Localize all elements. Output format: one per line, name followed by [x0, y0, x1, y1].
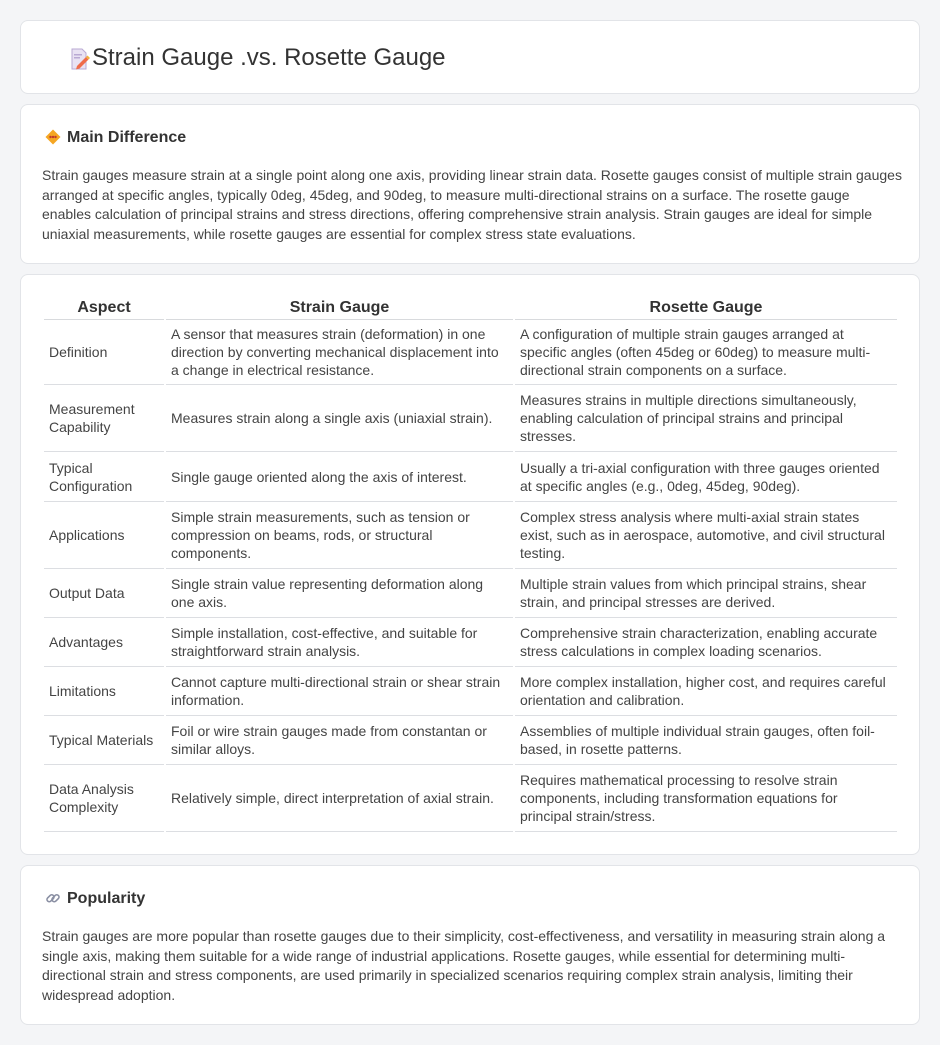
rosette-gauge-cell: Multiple strain values from which principal strains, shear strain, and principal stresses are derived.	[515, 569, 897, 618]
table-row	[44, 716, 897, 765]
table-header-row	[44, 296, 897, 320]
main-difference-title: Main Difference	[67, 129, 187, 146]
strain-gauge-cell: Simple strain measurements, such as tension or compression on beams, rods, or structural components.	[166, 502, 513, 569]
aspect-cell: Data Analysis Complexity	[44, 765, 164, 832]
rosette-gauge-cell: Assemblies of multiple individual strain gauges, often foil-based, in rosette patterns.	[515, 716, 897, 765]
diamond-warning-icon	[45, 129, 61, 145]
main-difference-text: Strain gauges measure strain at a single point along one axis, providing linear strain data. Rosette gauges consist of multiple strain gauges arranged at specific angles, typically 0deg, 45deg, and 90deg, to measure multi-directional strains on a surface. The rosette gauge enables calculation of principal strains and stress directions, offering comprehensive strain analysis. Strain gauges are ideal for simple uniaxial measurements, while rosette gauges are essential for complex stress state evaluations.	[42, 167, 902, 242]
rosette-gauge-cell: Usually a tri-axial configuration with three gauges oriented at specific angles (e.g., 0deg, 45deg, 90deg).	[515, 452, 897, 502]
document-pencil-icon	[67, 47, 91, 71]
popularity-text: Strain gauges are more popular than rosette gauges due to their simplicity, cost-effectiveness, and versatility in measuring strain along a single axis, making them suitable for a wide range of industrial applications. Rosette gauges, while essential for determining multi-directional strain and stress components, are used primarily in specialized scenarios requiring complex strain analysis, limiting their widespread adoption.	[42, 928, 886, 1003]
strain-gauge-cell: A sensor that measures strain (deformation) in one direction by converting mechanical displacement into a change in electrical resistance.	[166, 320, 513, 385]
aspect-cell: Typical Materials	[44, 716, 164, 765]
table-row	[44, 502, 897, 569]
rosette-gauge-cell: Requires mathematical processing to resolve strain components, including transformation equations for principal strain/stress.	[515, 765, 897, 832]
table-row	[44, 765, 897, 832]
page-title: Strain Gauge .vs. Rosette Gauge	[92, 44, 446, 71]
header-rosette-gauge: Rosette Gauge	[515, 296, 897, 320]
aspect-cell: Typical Configuration	[44, 452, 164, 502]
rosette-gauge-cell: Complex stress analysis where multi-axial strain states exist, such as in aerospace, automotive, and civil structural testing.	[515, 502, 897, 569]
table-row	[44, 667, 897, 716]
aspect-cell: Limitations	[44, 667, 164, 716]
header-strain-gauge: Strain Gauge	[166, 296, 513, 320]
rosette-gauge-cell: Measures strains in multiple directions simultaneously, enabling calculation of principal strains and principal stresses.	[515, 385, 897, 452]
comparison-table	[42, 296, 899, 832]
aspect-cell: Applications	[44, 502, 164, 569]
link-icon	[45, 890, 61, 906]
table-row	[44, 569, 897, 618]
popularity-card	[20, 865, 920, 1025]
rosette-gauge-cell: Comprehensive strain characterization, enabling accurate stress calculations in complex loading scenarios.	[515, 618, 897, 667]
aspect-cell: Definition	[44, 320, 164, 385]
rosette-gauge-cell: More complex installation, higher cost, and requires careful orientation and calibration.	[515, 667, 897, 716]
table-row	[44, 452, 897, 502]
strain-gauge-cell: Foil or wire strain gauges made from constantan or similar alloys.	[166, 716, 513, 765]
main-difference-card	[20, 104, 920, 264]
table-row	[44, 385, 897, 452]
header-card	[20, 20, 920, 94]
table-row	[44, 618, 897, 667]
rosette-gauge-cell: A configuration of multiple strain gauges arranged at specific angles (often 45deg or 60deg) to measure multi-directional strain components on a surface.	[515, 320, 897, 385]
header-aspect: Aspect	[44, 296, 164, 320]
strain-gauge-cell: Cannot capture multi-directional strain or shear strain information.	[166, 667, 513, 716]
strain-gauge-cell: Relatively simple, direct interpretation of axial strain.	[166, 765, 513, 832]
strain-gauge-cell: Single gauge oriented along the axis of interest.	[166, 452, 513, 502]
popularity-title: Popularity	[67, 890, 146, 907]
strain-gauge-cell: Simple installation, cost-effective, and suitable for straightforward strain analysis.	[166, 618, 513, 667]
table-row	[44, 320, 897, 385]
aspect-cell: Output Data	[44, 569, 164, 618]
aspect-cell: Advantages	[44, 618, 164, 667]
aspect-cell: Measurement Capability	[44, 385, 164, 452]
strain-gauge-cell: Measures strain along a single axis (uniaxial strain).	[166, 385, 513, 452]
strain-gauge-cell: Single strain value representing deformation along one axis.	[166, 569, 513, 618]
comparison-table-card	[20, 274, 920, 855]
